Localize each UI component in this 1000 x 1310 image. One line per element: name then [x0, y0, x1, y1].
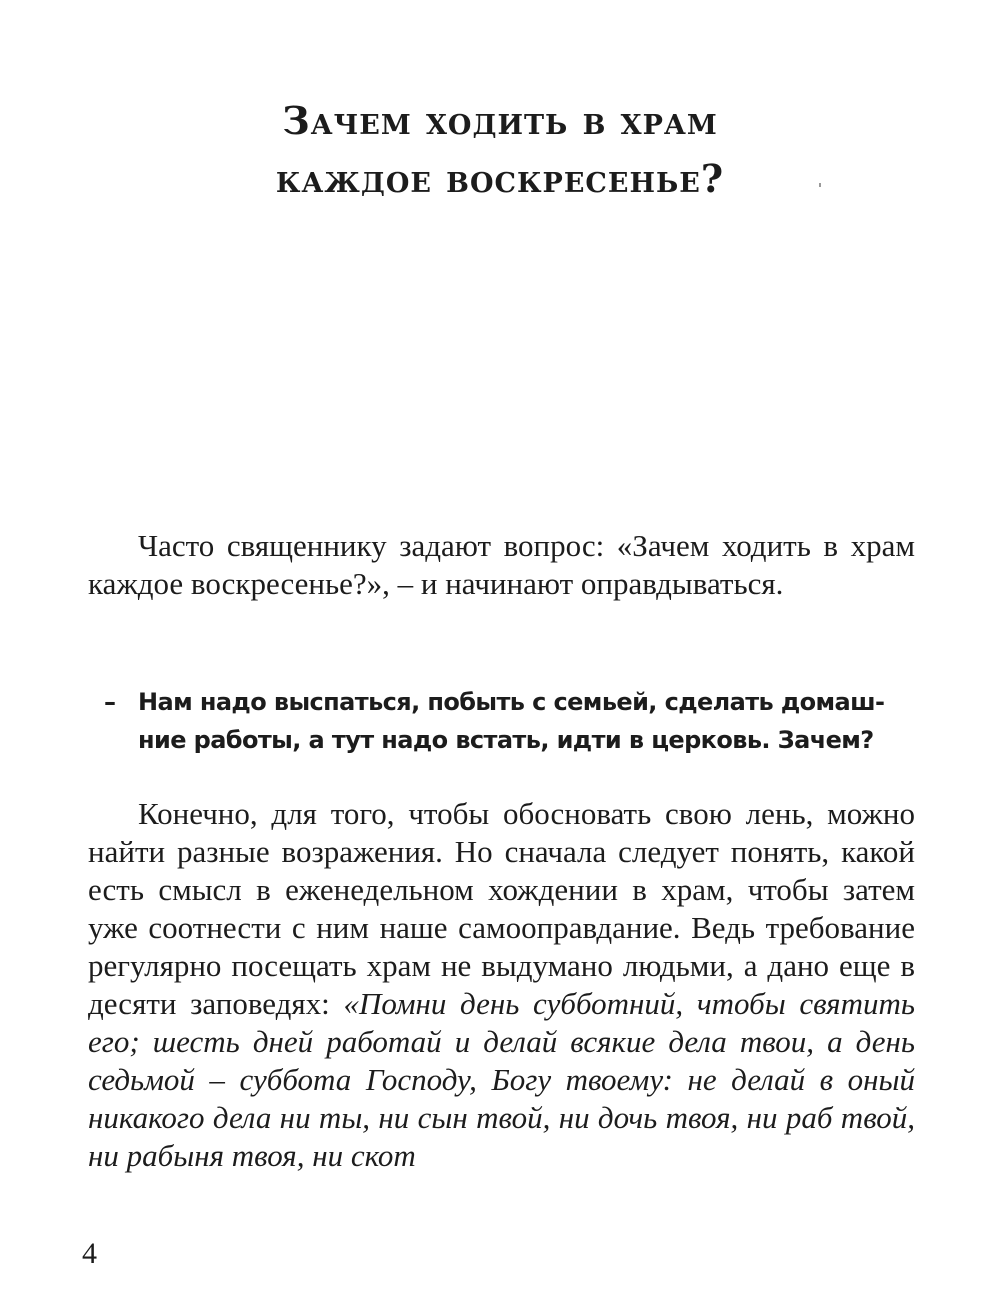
page-number: 4: [82, 1237, 97, 1270]
intro-paragraph: Часто священнику задают вопрос: «Зачем ходить в храм каждое воскресенье?», – и начинают оправдываться.: [88, 528, 915, 601]
main-paragraph: [88, 795, 915, 1175]
dialog-line-1: Нам надо выспаться, побыть с семьей, сделать домаш-: [138, 688, 885, 716]
dialog-line-2: ние работы, а тут надо встать, идти в церковь. Зачем?: [138, 726, 874, 754]
scan-speck: [819, 183, 821, 187]
chapter-title-line-2: каждое воскресенье?: [275, 156, 725, 201]
main-paragraph-text: Конечно, для того, чтобы обосновать свою лень, можно найти разные возражения. Но сначала следует понять, какой есть смысл в еженедельном хождении в храм, чтобы затем уже соотнести с ним наше самооправдание. Ведь требование регулярно посещать храм не выдумано людьми, а дано еще в десяти заповедях:: [88, 796, 915, 1021]
dialog-quote: [104, 683, 919, 759]
chapter-title-line-1: Зачем ходить в храм: [282, 98, 718, 143]
chapter-title: [100, 92, 900, 208]
commandment-quote: «Помни день субботний, чтобы святить его; шесть дней работай и делай всякие дела твои, а день седьмой – суббота Господу, Богу твоему: не делай в оный никакого дела ни ты, ни сын твой, ни дочь твоя, ни раб твой, ни рабыня твоя, ни скот: [88, 986, 915, 1173]
dialog-dash: –: [104, 688, 116, 716]
